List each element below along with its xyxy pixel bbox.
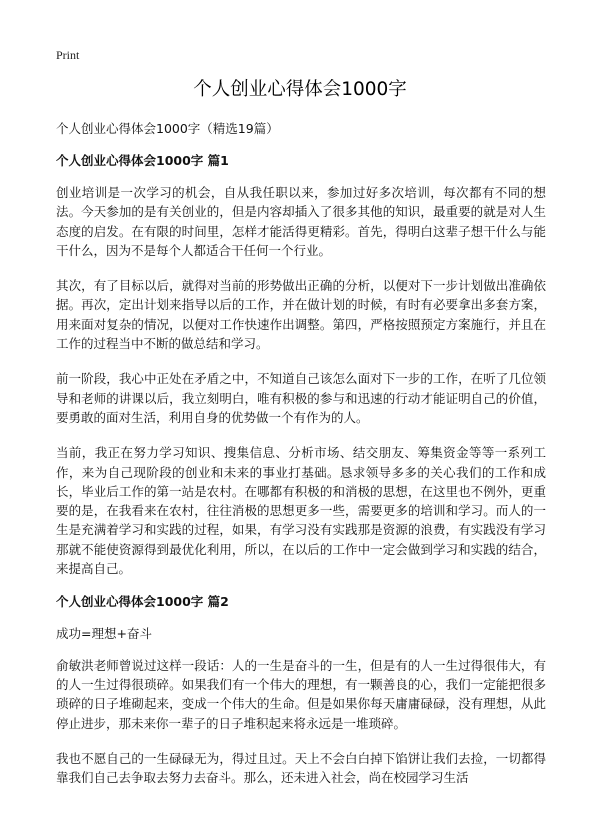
paragraph: 成功=理想+奋斗 [56,626,152,642]
document-subtitle: 个人创业心得体会1000字（精选19篇） [56,121,279,136]
section-heading: 个人创业心得体会1000字 篇2 [56,594,229,610]
paragraph: 俞敏洪老师曾说过这样一段话：人的一生是奋斗的一生，但是有的人一生过得很伟大，有的人一生过得很琐碎。如果我们有一个伟大的理想，有一颗善良的心，我们一定能把很多琐碎的日子堆砌起来，变成一个伟大的生命。但是如果你每天庸庸碌碌，没有理想，从此停止进步，那未来你一辈子的日子堆积起来将永远是一堆琐碎。 [56,657,546,731]
paragraph: 其次，有了目标以后，就得对当前的形势做出正确的分析，以便对下一步计划做出准确依据。再次，定出计划来指导以后的工作，并在做计划的时候，有时有必要拿出多套方案，用来面对复杂的情况，以便对工作快速作出调整。第四，严格按照预定方案施行，并且在工作的过程当中不断的做总结和学习。 [56,278,546,352]
section-heading: 个人创业心得体会1000字 篇1 [56,153,229,168]
section-2 [56,594,546,787]
paragraph: 创业培训是一次学习的机会，自从我任职以来，参加过好多次培训，每次都有不同的想法。今天参加的是有关创业的，但是内容却插入了很多其他的知识，最重要的就是对人生态度的启发。在有限的时间里，怎样才能活得更精彩。首先，得明白这辈子想干什么与能干什么，因为不是每个人都适合干任何一个行业。 [56,185,546,258]
paragraph: 当前，我正在努力学习知识、搜集信息、分析市场、结交朋友、筹集资金等等一系列工作，来为自己现阶段的创业和未来的事业打基础。恳求领导多多的关心我们的工作和成长，毕业后工作的第一站是农村。在哪都有积极的和消极的思想，在这里也不例外，更重要的是，在我看来在农村，往往消极的思想更多一些，需要更多的培训和学习。而人的一生是充满着学习和实践的过程，如果，有学习没有实践那是资源的浪费，有实践没有学习那就不能使资源得到最优化利用，所以，在以后的工作中一定会做到学习和实践的结合，来提高自己。 [56,445,546,577]
document-body [56,121,546,803]
section-1 [56,153,546,578]
print-label[interactable]: Print [56,48,80,62]
paragraph: 前一阶段，我心中正处在矛盾之中，不知道自己该怎么面对下一步的工作，在听了几位领导和老师的讲课以后，我立刻明白，唯有积极的参与和迅速的行动才能证明自己的价值，要勇敢的面对生活，利用自身的优势做一个有作为的人。 [56,371,546,425]
paragraph: 我也不愿自己的一生碌碌无为，得过且过。天上不会白白掉下馅饼让我们去捡，一切都得靠我们自己去争取去努力去奋斗。那么，还未进入社会，尚在校园学习生活 [56,750,546,786]
document-title: 个人创业心得体会1000字 [193,79,407,100]
